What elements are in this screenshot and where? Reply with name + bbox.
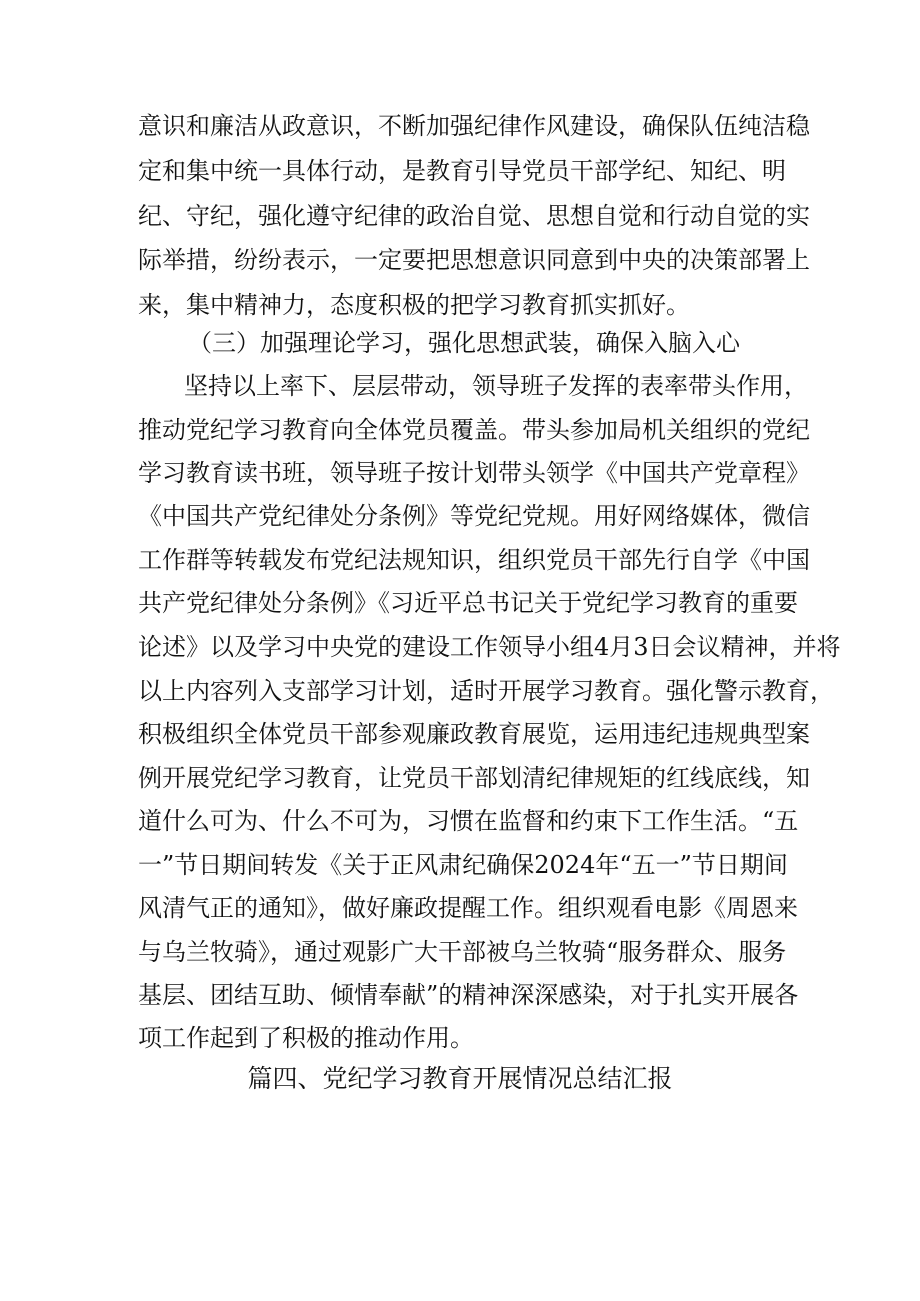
paragraph-1-line-5: 来，集中精神力，态度积极的把学习教育抓实抓好。 xyxy=(138,291,690,319)
paragraph-1-line-1: 意识和廉洁从政意识，不断加强纪律作风建设，确保队伍纯洁稳 xyxy=(138,112,810,140)
paragraph-2-line-4: 《中国共产党纪律处分条例》等党纪党规。用好网络媒体，微信 xyxy=(138,502,810,530)
paragraph-2-line-10: 例开展党纪学习教育，让党员干部划清纪律规矩的红线底线，知 xyxy=(138,764,810,792)
paragraph-2-line-16: 项工作起到了积极的推动作用。 xyxy=(138,1024,474,1052)
paragraph-2-line-9: 积极组织全体党员干部参观廉政教育展览，运用违纪违规典型案 xyxy=(138,720,810,748)
paragraph-2-line-8: 以上内容列入支部学习计划，适时开展学习教育。强化警示教育， xyxy=(138,677,834,705)
paragraph-2-line-14: 与乌兰牧骑》，通过观影广大干部被乌兰牧骑“服务群众、服务 xyxy=(138,938,787,966)
paragraph-2-line-6: 共产党纪律处分条例》《习近平总书记关于党纪学习教育的重要 xyxy=(138,589,798,617)
paragraph-2-line-3: 学习教育读书班，领导班子按计划带头领学《中国共产党章程》 xyxy=(138,459,810,487)
paragraph-2-line-2: 推动党纪学习教育向全体党员覆盖。带头参加局机关组织的党纪 xyxy=(138,416,810,444)
paragraph-2-line-7: 论述》以及学习中央党的建设工作领导小组4月3日会议精神，并将 xyxy=(138,633,841,661)
paragraph-2-line-15: 基层、团结互助、倾情奉献”的精神深深感染，对于扎实开展各 xyxy=(138,981,799,1009)
paragraph-2-line-5: 工作群等转载发布党纪法规知识，组织党员干部先行自学《中国 xyxy=(138,546,810,574)
paragraph-2-line-11: 道什么可为、什么不可为，习惯在监督和约束下工作生活。“五 xyxy=(138,807,799,835)
next-article-title: 篇四、党纪学习教育开展情况总结汇报 xyxy=(247,1064,673,1093)
paragraph-2-line-1: 坚持以上率下、层层带动，领导班子发挥的表率带头作用， xyxy=(184,372,808,400)
paragraph-2-line-12: 一”节日期间转发《关于正风肃纪确保2024年“五一”节日期间 xyxy=(138,851,788,879)
paragraph-1-line-2: 定和集中统一具体行动，是教育引导党员干部学纪、知纪、明 xyxy=(138,157,786,185)
paragraph-1-line-3: 纪、守纪，强化遵守纪律的政治自觉、思想自觉和行动自觉的实 xyxy=(138,202,810,230)
paragraph-1-line-4: 际举措，纷纷表示，一定要把思想意识同意到中央的决策部署上 xyxy=(138,246,810,274)
paragraph-2-line-13: 风清气正的通知》，做好廉政提醒工作。组织观看电影《周恩来 xyxy=(138,894,798,922)
section-heading: （三）加强理论学习，强化思想武装，确保入脑入心 xyxy=(188,329,740,357)
